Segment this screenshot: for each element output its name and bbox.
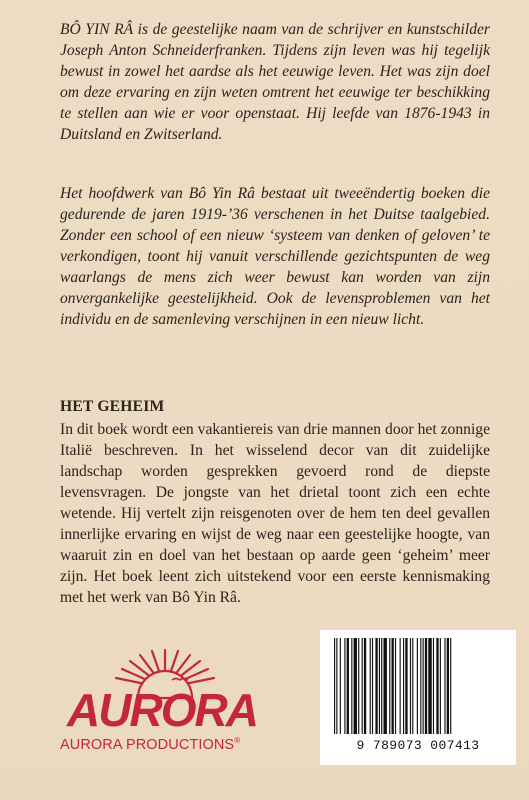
author-bio-paragraph: BÔ YIN RÂ is de geestelijke naam van de schrijver en kunstschilder Joseph Anton Schneiderfranken. Tijdens zijn leven was hij tegelijk bewust in zowel het aardse als het eeuwige leven. Het was zijn doel om deze ervaring en zijn weten omtrent het eeuwige ter beschikking te stellen aan wie er voor openstaat. Hij leefde van 1876-1943 in Duitsland en Zwitserland.	[60, 21, 490, 143]
book-title-heading: HET GEHEIM	[60, 398, 165, 415]
isbn-digits: 9 789073 007413	[356, 738, 480, 753]
isbn-barcode	[320, 630, 516, 765]
publisher-logo	[60, 640, 270, 760]
book-description-paragraph: In dit boek wordt een vakantiereis van drie mannen door het zonnige Italië beschreven. In het wisselend decor van dit zuidelijke landschap worden gesprekken gevoerd rond de diepste levensvragen. De jongste van het drietal toont zich een echte wetende. Hij vertelt zijn reisgenoten over de hem ten deel gevallen innerlijke ervaring en wijst de weg naar een geestelijke hoogte, van waaruit zin en doel van het bestaan op aarde geen ‘geheim’ meer zijn. Het boek leent zich uitstekend voor een eerste kennismaking met het werk van Bô Yin Râ.	[60, 421, 490, 606]
main-work-paragraph: Het hoofdwerk van Bô Yin Râ bestaat uit tweeëndertig boeken die gedurende de jaren 1919-’36 verschenen in het Duitse taalgebied. Zonder een school of een nieuw ‘systeem van denken of geloven’ te verkondigen, toont hij vanuit verschillende gezichtspunten de weg waarlangs de mens zich weer bewust kan worden van zijn onvergankelijke geestelijkheid. Ook de levensproblemen van het individu en de samenleving verschijnen in een nieuw licht.	[60, 185, 490, 328]
publisher-name: AURORA PRODUCTIONS®	[60, 736, 241, 753]
barcode-bars-icon	[330, 638, 506, 734]
logo-wordmark: AURORA	[67, 684, 257, 736]
